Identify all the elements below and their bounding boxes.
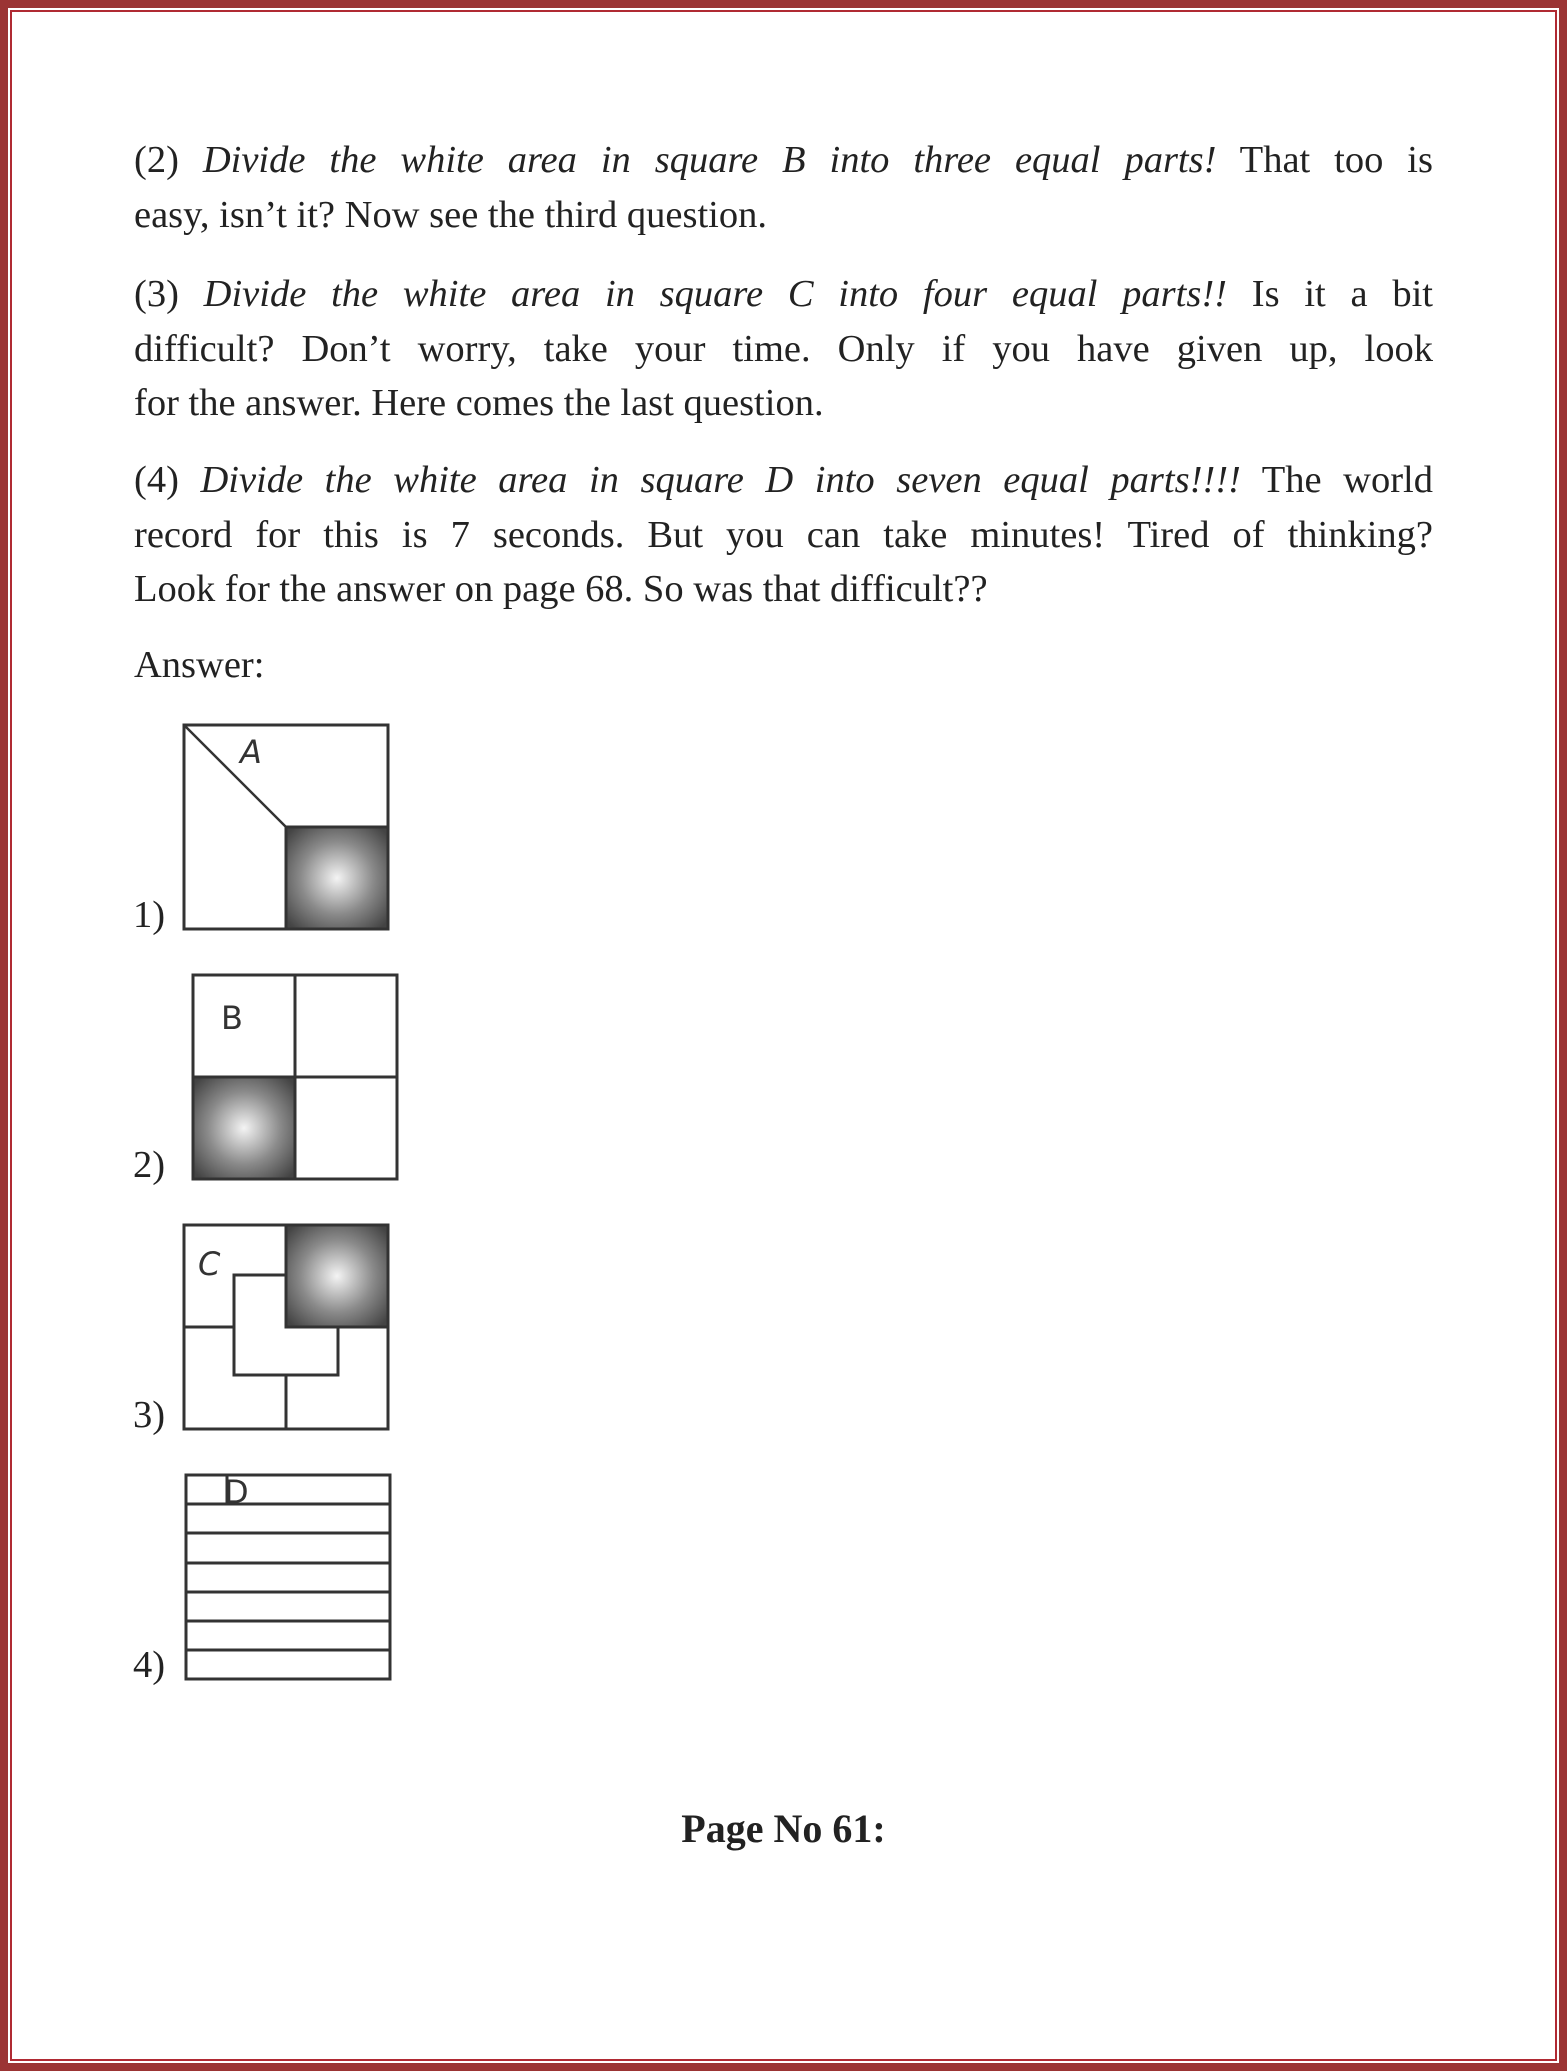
question-text: Divide the white area in square C into four equal parts!! — [203, 273, 1227, 315]
figure-b-letter: B — [221, 999, 243, 1037]
question-number: (2) — [134, 139, 203, 181]
question-4-paragraph — [134, 453, 1433, 617]
body-text: difficult? Don’t worry, take your time. Only if you have given up, look — [134, 327, 1433, 370]
question-text: Divide the white area in square D into seven equal parts!!!! — [200, 459, 1241, 501]
question-number: (4) — [134, 459, 201, 501]
body-text: for the answer. Here comes the last question. — [134, 382, 824, 424]
figure-d-square — [184, 1473, 392, 1681]
figure-3-number: 3) — [133, 1394, 166, 1436]
question-number: (3) — [134, 273, 204, 315]
figure-1-number: 1) — [133, 894, 166, 936]
page-number: Page No 61: — [681, 1806, 886, 1851]
figure-c-square — [182, 1223, 390, 1431]
question-text: Divide the white area in square B into three equal parts! — [202, 139, 1217, 181]
figure-b-square — [191, 973, 399, 1181]
figure-c-letter: C — [198, 1245, 221, 1283]
answer-label: Answer: — [134, 644, 265, 686]
body-text: The world — [1240, 459, 1433, 501]
figure-d-letter: D — [224, 1473, 249, 1511]
question-3-paragraph — [134, 267, 1433, 431]
figure-a-letter: A — [240, 733, 262, 771]
figure-4-number: 4) — [133, 1644, 166, 1686]
question-2-paragraph — [134, 133, 1433, 242]
body-text: That too is — [1216, 139, 1433, 181]
body-text: Look for the answer on page 68. So was that difficult?? — [134, 568, 988, 610]
body-text: Is it a bit — [1226, 273, 1433, 315]
body-text: easy, isn’t it? Now see the third question. — [134, 193, 767, 236]
figure-a-square — [182, 723, 390, 931]
figure-2-number: 2) — [133, 1144, 166, 1186]
body-text: record for this is 7 seconds. But you can take minutes! Tired of thinking? — [134, 513, 1433, 556]
